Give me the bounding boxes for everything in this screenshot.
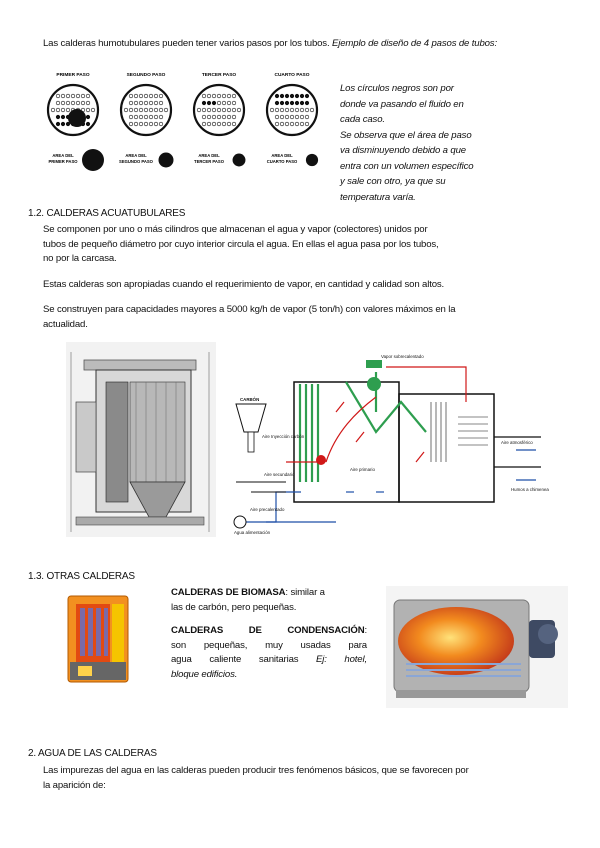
tube-hole bbox=[202, 94, 206, 98]
biomass-boiler-image bbox=[66, 592, 132, 690]
tube-hole bbox=[154, 94, 158, 98]
label-vapor: Vapor sobrecalentado bbox=[381, 354, 424, 359]
tube-hole bbox=[124, 108, 128, 112]
pass-title: CUARTO PASO bbox=[274, 73, 310, 78]
tube-hole bbox=[91, 108, 95, 112]
label-aire-precalentado: Aire precalentado bbox=[250, 507, 285, 512]
caption-line: Se observa que el área de paso bbox=[340, 129, 472, 141]
tube-hole bbox=[149, 101, 153, 105]
tube-hole bbox=[61, 101, 65, 105]
pass-area-label: AREA DEL bbox=[52, 153, 74, 158]
tube-hole bbox=[212, 115, 216, 119]
tube-hole bbox=[217, 122, 221, 126]
condensacion-line: agua caliente sanitarias bbox=[171, 654, 299, 665]
tube-hole bbox=[212, 94, 216, 98]
tube-hole bbox=[275, 94, 279, 98]
tube-hole bbox=[305, 94, 309, 98]
tube-hole bbox=[222, 122, 226, 126]
tube-hole bbox=[217, 108, 221, 112]
p3-line: Se construyen para capacidades mayores a 5000 kg/h de vapor (5 ton/h) con valores máximos en la bbox=[43, 304, 456, 315]
tube-hole bbox=[285, 101, 289, 105]
p1-line: Se componen por uno o más cilindros que almacenan el agua y vapor (colectores) unidos por bbox=[43, 224, 428, 235]
tube-hole bbox=[232, 108, 236, 112]
tube-hole bbox=[202, 122, 206, 126]
tube-hole bbox=[290, 101, 294, 105]
pass-area-label: PRIMER PASO bbox=[48, 159, 78, 164]
pass-area-dot bbox=[159, 153, 174, 168]
tube-hole bbox=[275, 108, 279, 112]
condensing-boiler-svg bbox=[386, 586, 568, 708]
tube-hole bbox=[159, 115, 163, 119]
condensacion-title: CALDERAS DE CONDENSACIÓN bbox=[171, 625, 365, 636]
tube-hole bbox=[217, 101, 221, 105]
tube-hole bbox=[129, 101, 133, 105]
condensacion-italic-2: bloque edificios. bbox=[171, 668, 238, 680]
tube-hole bbox=[275, 101, 279, 105]
tube-hole bbox=[300, 122, 304, 126]
tube-hole bbox=[66, 108, 70, 112]
tube-hole bbox=[227, 108, 231, 112]
boiler-sketch bbox=[66, 342, 216, 537]
watertube-schematic bbox=[226, 342, 566, 537]
intro-italic: Ejemplo de diseño de 4 pasos de tubos: bbox=[332, 38, 497, 49]
tube-hole bbox=[61, 108, 65, 112]
tube-hole bbox=[232, 122, 236, 126]
tube-hole bbox=[300, 94, 304, 98]
tube-hole bbox=[280, 115, 284, 119]
tube-hole bbox=[81, 94, 85, 98]
condensacion-colon: : bbox=[364, 625, 367, 636]
section-12-p3 bbox=[43, 303, 563, 332]
tube-hole bbox=[66, 122, 70, 126]
tube-hole bbox=[76, 101, 80, 105]
tube-hole bbox=[149, 122, 153, 126]
tube-hole bbox=[144, 101, 148, 105]
tube-hole bbox=[56, 101, 60, 105]
tube-hole bbox=[139, 122, 143, 126]
tube-hole bbox=[61, 94, 65, 98]
tube-hole bbox=[154, 115, 158, 119]
tube-hole bbox=[139, 101, 143, 105]
biomasa-paragraph bbox=[171, 586, 367, 615]
pass-title: TERCER PASO bbox=[201, 73, 237, 78]
tube-hole bbox=[154, 122, 158, 126]
condensing-boiler-image bbox=[386, 586, 568, 708]
tube-hole bbox=[232, 115, 236, 119]
pass-area-label: AREA DEL bbox=[271, 153, 293, 158]
tube-hole bbox=[222, 115, 226, 119]
tube-hole bbox=[154, 101, 158, 105]
watertube-boiler-drawing bbox=[66, 342, 216, 537]
tube-hole bbox=[295, 94, 299, 98]
caption-line: donde va pasando el fluido en bbox=[340, 98, 464, 110]
tube-hole bbox=[305, 122, 309, 126]
tube-hole bbox=[280, 94, 284, 98]
tube-hole bbox=[285, 115, 289, 119]
tube-hole bbox=[86, 94, 90, 98]
tube-hole bbox=[159, 101, 163, 105]
section-2-line: Las impurezas del agua en las calderas pueden producir tres fenómenos básicos, que se favorecen por bbox=[43, 765, 469, 776]
tube-hole bbox=[129, 94, 133, 98]
label-aire-secundario: Aire secundario bbox=[264, 472, 295, 477]
tube-hole bbox=[212, 122, 216, 126]
caption-line: y sale con otro, ya que su bbox=[340, 176, 446, 187]
tube-hole bbox=[61, 122, 65, 126]
tube-hole bbox=[139, 108, 143, 112]
section-12-p1 bbox=[43, 223, 553, 267]
p1-line: tubos de pequeño diámetro por cuyo interior circula el agua. En ellas el agua pasa por los tubos, bbox=[43, 238, 439, 250]
tube-hole bbox=[134, 101, 138, 105]
tube-hole bbox=[129, 115, 133, 119]
tube-hole bbox=[71, 94, 75, 98]
tube-hole bbox=[149, 94, 153, 98]
pass-area-dot bbox=[306, 154, 318, 166]
tube-hole bbox=[227, 115, 231, 119]
tube-hole bbox=[134, 122, 138, 126]
section-heading-13: 1.3. OTRAS CALDERAS bbox=[28, 571, 135, 582]
tube-hole bbox=[232, 101, 236, 105]
tube-hole bbox=[232, 94, 236, 98]
tube-hole bbox=[212, 108, 216, 112]
tube-hole bbox=[81, 101, 85, 105]
tube-hole bbox=[305, 101, 309, 105]
tube-hole bbox=[227, 122, 231, 126]
section-2-paragraph bbox=[43, 763, 563, 793]
tube-hole bbox=[154, 108, 158, 112]
label-carbon: CARBÓN bbox=[240, 397, 260, 402]
caption-line: va disminuyendo debido a que bbox=[340, 145, 466, 156]
tube-hole bbox=[202, 101, 206, 105]
passes-figure bbox=[28, 68, 338, 178]
pass-area-label: TERCER PASO bbox=[194, 159, 224, 164]
tube-hole bbox=[280, 108, 284, 112]
tube-hole bbox=[197, 108, 201, 112]
section-12-p2: Estas calderas son apropiadas cuando el requerimiento de vapor, en cantidad y calidad son altos. bbox=[43, 279, 445, 290]
tube-hole bbox=[227, 94, 231, 98]
tube-hole bbox=[134, 108, 138, 112]
tube-hole bbox=[76, 94, 80, 98]
tube-hole bbox=[66, 94, 70, 98]
tube-hole bbox=[66, 101, 70, 105]
tube-hole bbox=[149, 108, 153, 112]
caption-line: cada caso. bbox=[340, 114, 385, 125]
tube-hole bbox=[300, 115, 304, 119]
tube-hole bbox=[270, 108, 274, 112]
tube-hole bbox=[295, 115, 299, 119]
tube-hole bbox=[222, 94, 226, 98]
tube-hole bbox=[134, 94, 138, 98]
pass-area-label: AREA DEL bbox=[125, 153, 147, 158]
tube-hole bbox=[56, 108, 60, 112]
caption-line: Los círculos negros son por bbox=[340, 83, 454, 94]
tube-hole bbox=[139, 115, 143, 119]
tube-hole bbox=[285, 122, 289, 126]
intro-text: Las calderas humotubulares pueden tener varios pasos por los tubos. bbox=[43, 38, 330, 49]
pass-area-dot bbox=[82, 149, 104, 171]
tube-hole bbox=[275, 122, 279, 126]
tube-hole bbox=[295, 108, 299, 112]
tube-hole bbox=[295, 122, 299, 126]
tube-hole bbox=[290, 108, 294, 112]
tube-hole bbox=[207, 94, 211, 98]
condensacion-line: son pequeñas, muy usadas para bbox=[171, 639, 367, 651]
label-aire-inyeccion: Aire Inyección carbón bbox=[262, 434, 305, 439]
condensacion-paragraph bbox=[171, 624, 367, 682]
label-aire-atmosferico: Aire atmosférico bbox=[501, 440, 533, 445]
tube-hole bbox=[56, 94, 60, 98]
tube-hole bbox=[144, 94, 148, 98]
tube-hole bbox=[227, 101, 231, 105]
section-heading-12: 1.2. CALDERAS ACUATUBULARES bbox=[28, 208, 186, 219]
tube-hole bbox=[86, 101, 90, 105]
tube-hole bbox=[305, 115, 309, 119]
tube-hole bbox=[86, 108, 90, 112]
tube-hole bbox=[285, 108, 289, 112]
tube-hole bbox=[144, 122, 148, 126]
label-humos: Humos a chimenea bbox=[511, 487, 549, 492]
biomasa-title: CALDERAS DE BIOMASA bbox=[171, 587, 286, 598]
tube-hole bbox=[207, 108, 211, 112]
tube-hole bbox=[212, 101, 216, 105]
pass-area-label: SEGUNDO PASO bbox=[119, 159, 153, 164]
tube-hole bbox=[129, 108, 133, 112]
tube-hole bbox=[222, 101, 226, 105]
biomasa-text-2: las de carbón, pero pequeñas. bbox=[171, 601, 297, 613]
tube-hole bbox=[280, 101, 284, 105]
tube-hole bbox=[144, 108, 148, 112]
tube-hole bbox=[237, 108, 241, 112]
p3-line: actualidad. bbox=[43, 318, 88, 330]
tube-hole bbox=[305, 108, 309, 112]
tube-hole bbox=[207, 115, 211, 119]
tube-hole bbox=[290, 94, 294, 98]
pass-title: PRIMER PASO bbox=[56, 73, 90, 78]
tube-hole bbox=[300, 108, 304, 112]
tube-hole bbox=[275, 115, 279, 119]
tube-hole bbox=[71, 101, 75, 105]
tube-hole bbox=[280, 122, 284, 126]
pass-area-label: CUARTO PASO bbox=[266, 159, 298, 164]
tube-hole bbox=[295, 101, 299, 105]
biomass-boiler-svg bbox=[66, 592, 132, 690]
tube-hole bbox=[51, 108, 55, 112]
pass-area-dot bbox=[233, 154, 246, 167]
intro-paragraph bbox=[43, 37, 553, 50]
tube-hole bbox=[149, 115, 153, 119]
pass-title: SEGUNDO PASO bbox=[126, 73, 166, 78]
tube-hole bbox=[129, 122, 133, 126]
caption-line: temperatura varía. bbox=[340, 191, 416, 203]
tube-hole bbox=[290, 115, 294, 119]
caption-line: entra con un volumen específico bbox=[340, 160, 474, 172]
tube-hole bbox=[86, 122, 90, 126]
tube-hole bbox=[159, 122, 163, 126]
tube-hole bbox=[159, 108, 163, 112]
tube-hole bbox=[300, 101, 304, 105]
tube-hole bbox=[202, 115, 206, 119]
tube-hole bbox=[144, 115, 148, 119]
tube-hole bbox=[134, 115, 138, 119]
tube-hole bbox=[222, 108, 226, 112]
label-agua: Agua alimentación bbox=[234, 530, 271, 535]
p1-line: no por la carcasa. bbox=[43, 253, 117, 264]
tube-hole bbox=[285, 94, 289, 98]
pass-area-label: AREA DEL bbox=[198, 153, 220, 158]
tube-hole bbox=[139, 94, 143, 98]
tube-hole bbox=[61, 115, 65, 119]
section-heading-2: 2. AGUA DE LAS CALDERAS bbox=[28, 748, 157, 759]
passes-diagram bbox=[28, 68, 338, 178]
tube-hole bbox=[290, 122, 294, 126]
section-2-line: la aparición de: bbox=[43, 780, 106, 791]
tube-hole bbox=[56, 115, 60, 119]
tube-hole bbox=[202, 108, 206, 112]
tube-hole bbox=[217, 115, 221, 119]
label-aire-primario: Aire primario bbox=[350, 467, 375, 472]
tube-hole bbox=[310, 108, 314, 112]
passes-caption bbox=[340, 81, 500, 205]
tube-hole bbox=[159, 94, 163, 98]
tube-hole bbox=[86, 115, 90, 119]
biomasa-text-1: : similar a bbox=[285, 587, 325, 598]
furnace-tube bbox=[68, 109, 86, 127]
condensacion-italic: Ej: hotel, bbox=[316, 654, 367, 665]
tube-hole bbox=[217, 94, 221, 98]
tube-hole bbox=[56, 122, 60, 126]
tube-hole bbox=[207, 122, 211, 126]
tube-hole bbox=[207, 101, 211, 105]
tube-hole bbox=[164, 108, 168, 112]
